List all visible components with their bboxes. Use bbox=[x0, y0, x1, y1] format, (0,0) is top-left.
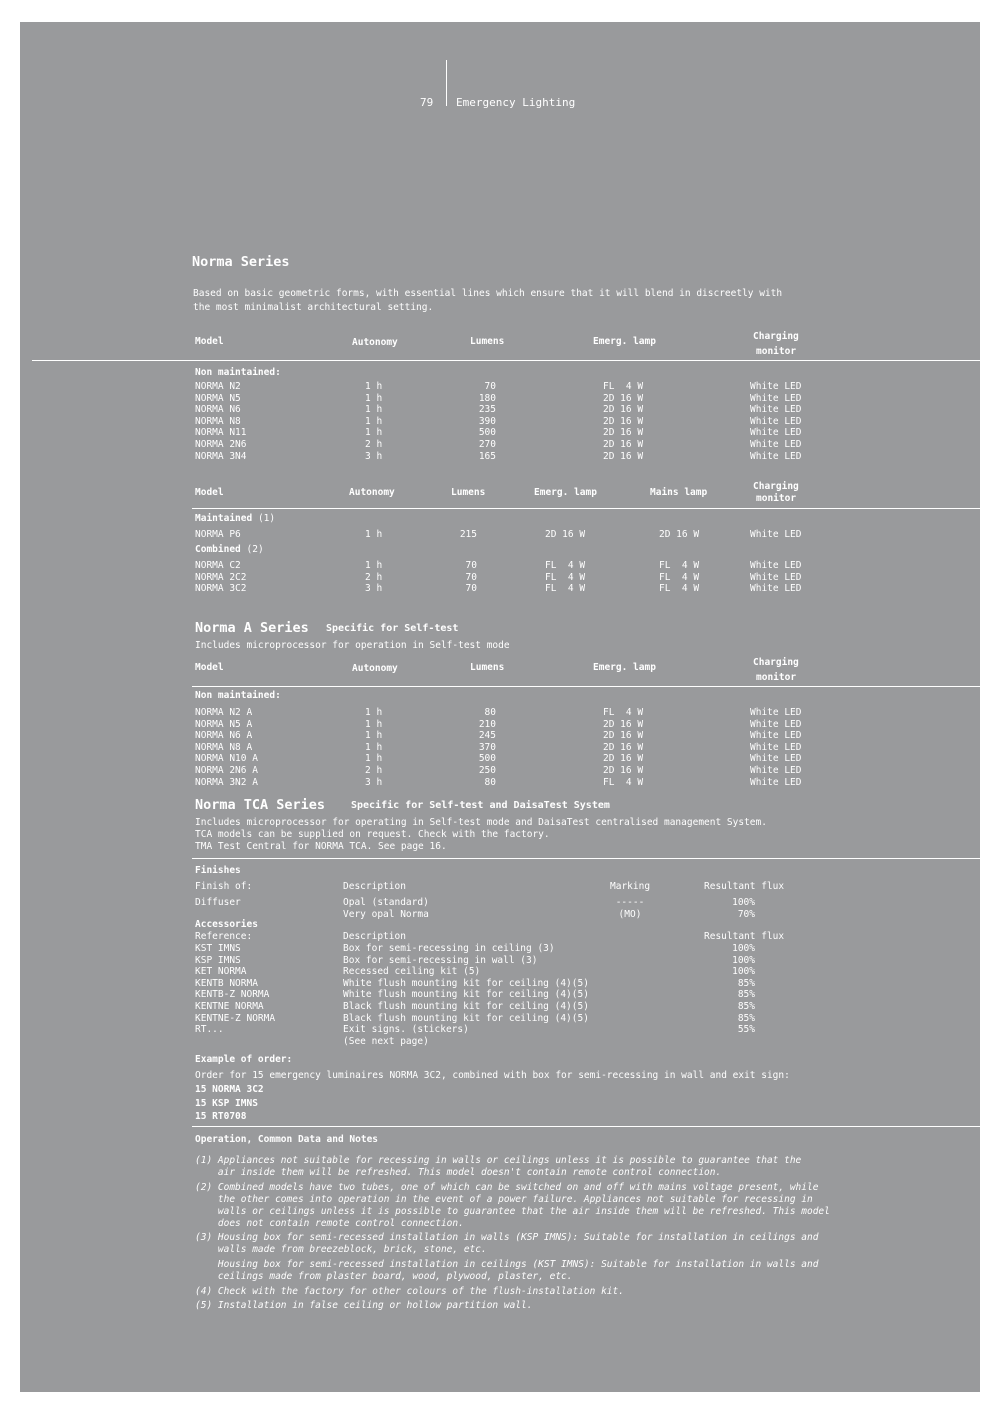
mt-header-mains-lamp: Mains lamp bbox=[650, 487, 708, 498]
accessories-header-reference: Reference: bbox=[195, 931, 253, 942]
header-divider bbox=[446, 60, 447, 106]
charging-cell: White LED bbox=[750, 529, 802, 540]
model-cell: NORMA N11 bbox=[195, 427, 247, 439]
section-title: Emergency Lighting bbox=[456, 96, 576, 109]
lamp-cell: 2D 16 W bbox=[603, 392, 644, 404]
lumens-cell: 245 bbox=[478, 730, 496, 742]
finishes-header-marking: Marking bbox=[610, 881, 651, 892]
norma-tca-line-1: Includes microprocessor for operating in Self-test mode and DaisaTest centralised management System. bbox=[195, 817, 767, 828]
norma-row bbox=[20, 451, 980, 463]
accessories-row bbox=[20, 978, 980, 990]
model-cell: NORMA N5 A bbox=[195, 718, 253, 730]
lumens-cell: 500 bbox=[478, 427, 496, 439]
norma-a-row bbox=[20, 753, 980, 765]
lumens-cell: 235 bbox=[478, 404, 496, 416]
description-cell: White flush mounting kit for ceiling (4)(5) bbox=[343, 989, 589, 1001]
finishes-title: Finishes bbox=[195, 865, 241, 876]
finishes-row bbox=[20, 909, 980, 921]
flux-cell: 85% bbox=[737, 1001, 755, 1012]
mt-header-charging: Charging bbox=[753, 481, 799, 492]
finish-cell: Diffuser bbox=[195, 897, 241, 908]
note-line: (3) Housing box for semi-recessed installation in walls (KSP IMNS): Suitable for installation in ceilings and bbox=[195, 1232, 819, 1243]
charging-cell: White LED bbox=[750, 765, 802, 776]
lamp-cell: FL 4 W bbox=[603, 776, 644, 788]
autonomy-cell: 1 h bbox=[365, 427, 383, 439]
mains-lamp-cell: FL 4 W bbox=[659, 571, 700, 583]
model-cell: NORMA N10 A bbox=[195, 753, 258, 765]
norma-row bbox=[20, 439, 980, 451]
accessories-row bbox=[20, 1036, 980, 1048]
finishes-header-flux: Resultant flux bbox=[704, 881, 785, 892]
autonomy-cell: 3 h bbox=[365, 450, 383, 462]
col-header-lumens: Lumens bbox=[470, 336, 505, 347]
emerg-lamp-cell: 2D 16 W bbox=[545, 529, 586, 540]
combined-row bbox=[20, 572, 980, 584]
model-cell: NORMA P6 bbox=[195, 529, 241, 540]
combined-label: Combined bbox=[195, 544, 241, 555]
autonomy-cell: 1 h bbox=[365, 730, 383, 742]
norma-group-label: Non maintained: bbox=[195, 367, 281, 378]
note-line: (5) Installation in false ceiling or hollow partition wall. bbox=[195, 1300, 533, 1311]
a-header-lumens: Lumens bbox=[470, 662, 505, 673]
norma-a-row bbox=[20, 707, 980, 719]
a-header-model: Model bbox=[195, 662, 224, 673]
lamp-cell: 2D 16 W bbox=[603, 439, 644, 450]
marking-cell: (MO) bbox=[618, 908, 642, 920]
note-line: the other comes into operation in the event of a power failure. Appliances not suitable for recessing in bbox=[195, 1194, 813, 1205]
autonomy-cell: 1 h bbox=[365, 392, 383, 404]
note-line: walls or ceilings unless it is possible to guarantee that the air inside them will be refreshed. This model bbox=[195, 1206, 830, 1217]
maintained-header-rule bbox=[192, 508, 980, 509]
mt-header-model: Model bbox=[195, 487, 224, 498]
model-cell: NORMA 3N4 bbox=[195, 450, 247, 462]
notes-title: Operation, Common Data and Notes bbox=[195, 1134, 379, 1145]
norma-a-row bbox=[20, 777, 980, 789]
model-cell: NORMA 2C2 bbox=[195, 571, 247, 583]
accessories-row bbox=[20, 1001, 980, 1013]
lumens-cell: 70 bbox=[484, 381, 496, 392]
description-cell: Box for semi-recessing in ceiling (3) bbox=[343, 943, 555, 954]
description-cell: Opal (standard) bbox=[343, 897, 429, 908]
lamp-cell: 2D 16 W bbox=[603, 404, 644, 416]
finishes-header-description: Description bbox=[343, 881, 406, 892]
flux-cell: 55% bbox=[737, 1024, 755, 1036]
norma-tca-title: Norma TCA Series bbox=[195, 797, 326, 813]
norma-row bbox=[20, 416, 980, 428]
col-header-monitor: monitor bbox=[756, 346, 797, 357]
charging-cell: White LED bbox=[750, 707, 802, 718]
order-line: Order for 15 emergency luminaires NORMA 3C2, combined with box for semi-recessing in wall and exit sign: bbox=[195, 1070, 790, 1081]
order-item: 15 RT0708 bbox=[195, 1111, 247, 1122]
lamp-cell: FL 4 W bbox=[603, 381, 644, 392]
combined-label-line bbox=[195, 544, 264, 556]
accessories-row bbox=[20, 966, 980, 978]
charging-cell: White LED bbox=[750, 753, 802, 765]
description-cell: Very opal Norma bbox=[343, 908, 429, 920]
lumens-cell: 80 bbox=[484, 776, 496, 788]
charging-cell: White LED bbox=[750, 381, 802, 392]
autonomy-cell: 1 h bbox=[365, 529, 383, 540]
lamp-cell: FL 4 W bbox=[603, 707, 644, 718]
lumens-cell: 390 bbox=[478, 415, 496, 427]
lamp-cell: 2D 16 W bbox=[603, 741, 644, 753]
lamp-cell: 2D 16 W bbox=[603, 753, 644, 765]
charging-cell: White LED bbox=[750, 571, 802, 583]
description-cell: Exit signs. (stickers) bbox=[343, 1024, 469, 1036]
col-header-model: Model bbox=[195, 336, 224, 347]
norma-a-row bbox=[20, 719, 980, 731]
norma-a-header-rule bbox=[192, 686, 980, 687]
model-cell: NORMA 3C2 bbox=[195, 583, 247, 595]
charging-cell: White LED bbox=[750, 560, 802, 571]
lumens-cell: 250 bbox=[478, 765, 496, 776]
mt-header-lumens: Lumens bbox=[451, 487, 486, 498]
autonomy-cell: 1 h bbox=[365, 381, 383, 392]
reference-cell: KENTNE NORMA bbox=[195, 1001, 264, 1012]
lumens-cell: 165 bbox=[478, 450, 496, 462]
emerg-lamp-cell: FL 4 W bbox=[545, 571, 586, 583]
order-item: 15 KSP IMNS bbox=[195, 1097, 258, 1109]
lamp-cell: 2D 16 W bbox=[603, 427, 644, 439]
finishes-header-finish: Finish of: bbox=[195, 881, 253, 892]
lamp-cell: 2D 16 W bbox=[603, 718, 644, 730]
norma-a-row bbox=[20, 765, 980, 777]
charging-cell: White LED bbox=[750, 392, 802, 404]
note-line: (1) Appliances not suitable for recessing in walls or ceilings unless it is possible to guarantee that the bbox=[195, 1155, 802, 1166]
autonomy-cell: 1 h bbox=[365, 415, 383, 427]
model-cell: NORMA 2N6 bbox=[195, 439, 247, 450]
autonomy-cell: 3 h bbox=[365, 583, 383, 595]
norma-header-rule bbox=[32, 360, 980, 361]
model-cell: NORMA N2 A bbox=[195, 707, 253, 718]
col-header-autonomy: Autonomy bbox=[352, 337, 398, 348]
norma-tca-line-3: TMA Test Central for NORMA TCA. See page 16. bbox=[195, 841, 447, 852]
model-cell: NORMA N2 bbox=[195, 381, 241, 392]
emerg-lamp-cell: FL 4 W bbox=[545, 583, 586, 595]
combined-row bbox=[20, 560, 980, 572]
charging-cell: White LED bbox=[750, 741, 802, 753]
lumens-cell: 80 bbox=[484, 707, 496, 718]
model-cell: NORMA N8 bbox=[195, 415, 241, 427]
norma-series-title: Norma Series bbox=[192, 254, 290, 270]
description-cell: Black flush mounting kit for ceiling (4)(5) bbox=[343, 1012, 589, 1024]
norma-row bbox=[20, 393, 980, 405]
combined-note: (2) bbox=[246, 544, 264, 555]
marking-cell: ----- bbox=[615, 897, 645, 908]
charging-cell: White LED bbox=[750, 427, 802, 439]
lumens-cell: 70 bbox=[465, 560, 477, 571]
charging-cell: White LED bbox=[750, 450, 802, 462]
autonomy-cell: 1 h bbox=[365, 404, 383, 416]
model-cell: NORMA C2 bbox=[195, 560, 241, 571]
accessories-title: Accessories bbox=[195, 919, 258, 930]
mt-header-autonomy: Autonomy bbox=[349, 487, 395, 498]
norma-a-row bbox=[20, 730, 980, 742]
mains-lamp-cell: FL 4 W bbox=[659, 560, 700, 571]
col-header-charging: Charging bbox=[753, 331, 799, 342]
norma-intro-2: the most minimalist architectural setting. bbox=[193, 302, 434, 313]
accessories-row bbox=[20, 955, 980, 967]
lamp-cell: 2D 16 W bbox=[603, 415, 644, 427]
description-cell: Black flush mounting kit for ceiling (4)(5) bbox=[343, 1001, 589, 1012]
mains-lamp-cell: 2D 16 W bbox=[659, 529, 700, 540]
maintained-note: (1) bbox=[257, 513, 276, 524]
col-header-emerg-lamp: Emerg. lamp bbox=[593, 336, 656, 347]
accessories-row bbox=[20, 1024, 980, 1036]
autonomy-cell: 1 h bbox=[365, 753, 383, 765]
charging-cell: White LED bbox=[750, 776, 802, 788]
maintained-label: Maintained bbox=[195, 513, 253, 524]
mains-lamp-cell: FL 4 W bbox=[659, 583, 700, 595]
norma-a-subtitle: Specific for Self-test bbox=[326, 623, 459, 634]
a-header-autonomy: Autonomy bbox=[352, 663, 398, 674]
autonomy-cell: 1 h bbox=[365, 718, 383, 730]
reference-cell: KENTB-Z NORMA bbox=[195, 989, 270, 1001]
model-cell: NORMA N6 A bbox=[195, 730, 253, 742]
a-header-charging: Charging bbox=[753, 657, 799, 668]
flux-cell: 100% bbox=[732, 897, 755, 908]
accessories-header-description: Description bbox=[343, 931, 406, 942]
autonomy-cell: 2 h bbox=[365, 765, 383, 776]
note-line: (4) Check with the factory for other colours of the flush-installation kit. bbox=[195, 1286, 624, 1297]
description-cell: Box for semi-recessing in wall (3) bbox=[343, 954, 538, 966]
lamp-cell: 2D 16 W bbox=[603, 765, 644, 776]
accessories-row bbox=[20, 1013, 980, 1025]
description-cell: Recessed ceiling kit (5) bbox=[343, 966, 481, 978]
lumens-cell: 215 bbox=[459, 529, 477, 540]
description-cell: (See next page) bbox=[343, 1035, 429, 1047]
lumens-cell: 270 bbox=[478, 439, 496, 450]
model-cell: NORMA N5 bbox=[195, 392, 241, 404]
reference-cell: KET NORMA bbox=[195, 966, 247, 978]
norma-row bbox=[20, 404, 980, 416]
note-line: ceilings made from plaster board, wood, plywood, plaster, etc. bbox=[195, 1271, 573, 1282]
order-rule bbox=[192, 1126, 980, 1127]
lamp-cell: 2D 16 W bbox=[603, 730, 644, 742]
note-line: Housing box for semi-recessed installation in ceilings (KST IMNS): Suitable for installation in walls and bbox=[195, 1259, 819, 1270]
charging-cell: White LED bbox=[750, 718, 802, 730]
emerg-lamp-cell: FL 4 W bbox=[545, 560, 586, 571]
norma-a-group-label: Non maintained: bbox=[195, 690, 281, 701]
norma-intro-1: Based on basic geometric forms, with essential lines which ensure that it will blend in discreetly with bbox=[193, 288, 783, 299]
reference-cell: KST IMNS bbox=[195, 943, 241, 954]
autonomy-cell: 1 h bbox=[365, 707, 383, 718]
accessories-row bbox=[20, 943, 980, 955]
lumens-cell: 70 bbox=[465, 583, 477, 595]
norma-tca-line-2: TCA models can be supplied on request. Check with the factory. bbox=[195, 829, 550, 840]
flux-cell: 100% bbox=[732, 966, 755, 978]
note-line: air inside them will be refreshed. This model doesn't contain remote control connection. bbox=[195, 1167, 722, 1178]
maintained-label-line bbox=[195, 513, 275, 525]
reference-cell: KENTNE-Z NORMA bbox=[195, 1012, 276, 1024]
autonomy-cell: 3 h bbox=[365, 776, 383, 788]
model-cell: NORMA 3N2 A bbox=[195, 776, 258, 788]
maintained-row bbox=[20, 529, 980, 541]
norma-a-row bbox=[20, 742, 980, 754]
note-line: walls made from breezeblock, brick, stone, etc. bbox=[195, 1244, 487, 1255]
note-line: (2) Combined models have two tubes, one of which can be switched on and off with mains voltage present, while bbox=[195, 1182, 819, 1193]
model-cell: NORMA N6 bbox=[195, 404, 241, 416]
model-cell: NORMA 2N6 A bbox=[195, 765, 258, 776]
lumens-cell: 370 bbox=[478, 741, 496, 753]
mt-header-emerg-lamp: Emerg. lamp bbox=[534, 487, 597, 498]
charging-cell: White LED bbox=[750, 439, 802, 450]
flux-cell: 100% bbox=[732, 954, 755, 966]
charging-cell: White LED bbox=[750, 583, 802, 595]
lumens-cell: 500 bbox=[478, 753, 496, 765]
mt-header-monitor: monitor bbox=[756, 493, 797, 504]
lamp-cell: 2D 16 W bbox=[603, 450, 644, 462]
charging-cell: White LED bbox=[750, 404, 802, 416]
order-title: Example of order: bbox=[195, 1054, 293, 1065]
flux-cell: 85% bbox=[737, 1012, 755, 1024]
page-number: 79 bbox=[420, 96, 434, 109]
reference-cell: KENTB NORMA bbox=[195, 977, 258, 989]
flux-cell: 85% bbox=[737, 989, 755, 1001]
combined-row bbox=[20, 583, 980, 595]
reference-cell: KSP IMNS bbox=[195, 954, 241, 966]
order-item: 15 NORMA 3C2 bbox=[195, 1084, 264, 1095]
flux-cell: 100% bbox=[732, 943, 755, 954]
autonomy-cell: 2 h bbox=[365, 439, 383, 450]
model-cell: NORMA N8 A bbox=[195, 741, 253, 753]
note-line: does not contain remote control connection. bbox=[195, 1218, 464, 1229]
tca-rule bbox=[192, 858, 980, 859]
autonomy-cell: 1 h bbox=[365, 560, 383, 571]
norma-a-intro: Includes microprocessor for operation in Self-test mode bbox=[195, 640, 510, 651]
reference-cell: RT... bbox=[195, 1024, 224, 1036]
norma-row bbox=[20, 427, 980, 439]
description-cell: White flush mounting kit for ceiling (4)(5) bbox=[343, 977, 589, 989]
lumens-cell: 70 bbox=[465, 571, 477, 583]
flux-cell: 70% bbox=[737, 908, 755, 920]
norma-row bbox=[20, 381, 980, 393]
charging-cell: White LED bbox=[750, 730, 802, 742]
norma-tca-subtitle: Specific for Self-test and DaisaTest System bbox=[351, 800, 610, 811]
norma-a-title: Norma A Series bbox=[195, 620, 309, 636]
a-header-emerg-lamp: Emerg. lamp bbox=[593, 662, 656, 673]
lumens-cell: 210 bbox=[478, 718, 496, 730]
autonomy-cell: 1 h bbox=[365, 741, 383, 753]
accessories-row bbox=[20, 989, 980, 1001]
autonomy-cell: 2 h bbox=[365, 571, 383, 583]
finishes-row bbox=[20, 897, 980, 909]
charging-cell: White LED bbox=[750, 415, 802, 427]
accessories-header-flux: Resultant flux bbox=[704, 931, 785, 942]
page-sheet bbox=[20, 22, 980, 1392]
a-header-monitor: monitor bbox=[756, 672, 797, 683]
flux-cell: 85% bbox=[737, 977, 755, 989]
lumens-cell: 180 bbox=[478, 392, 496, 404]
